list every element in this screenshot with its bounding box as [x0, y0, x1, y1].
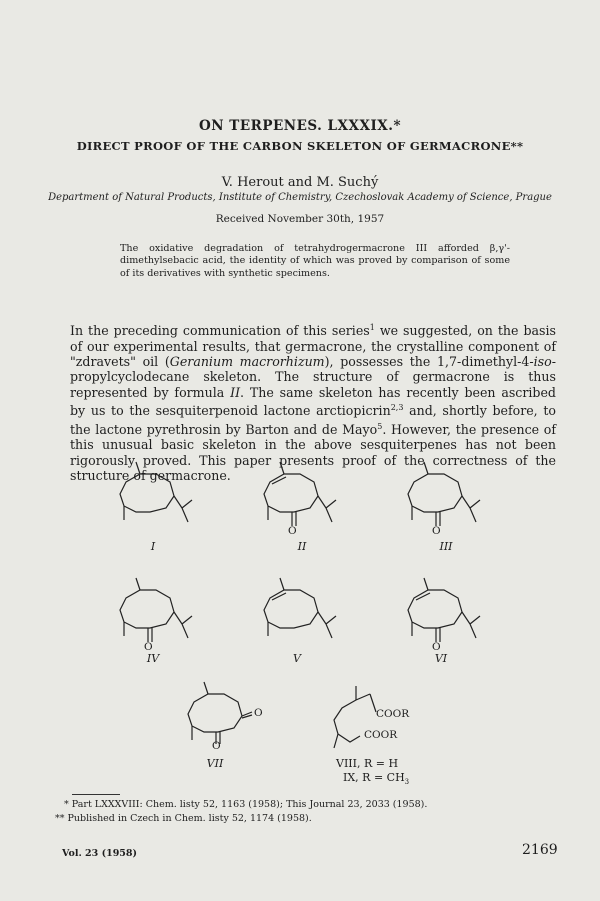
footer-volume: Vol. 23 (1958) [62, 848, 138, 859]
structure-vi [406, 586, 486, 656]
title-line-2: DIRECT PROOF OF THE CARBON SKELETON OF GERMACRONE** [76, 139, 524, 153]
footnote-1: * Part LXXXVIII: Chem. listy 52, 1163 (1958); This Journal 23, 2033 (1958). [64, 799, 428, 810]
structure-label-i: I [150, 540, 156, 553]
structure-v [262, 586, 342, 656]
structure-vii-oxygen-ketone: O [254, 707, 263, 719]
footnote-rule [72, 794, 120, 795]
authors: V. Herout and M. Suchý [221, 175, 379, 190]
received-date: Received November 30th, 1957 [215, 213, 385, 225]
structure-vii-oxygen: O [212, 740, 221, 752]
structure-vi-oxygen: O [432, 641, 441, 653]
title-line-1: ON TERPENES. LXXXIX.* [198, 118, 402, 134]
structure-ii [262, 470, 342, 540]
structure-iv-oxygen: O [144, 641, 153, 653]
structure-iii-oxygen: O [432, 525, 441, 537]
structure-label-viii: VIII, R = H [336, 757, 399, 770]
structure-i [118, 470, 198, 530]
structure-viii-coor-upper: COOR [376, 708, 410, 720]
structure-label-iv: IV [146, 652, 160, 665]
structure-label-v: V [293, 652, 301, 665]
structure-iv [118, 586, 198, 656]
structure-viii-ix [330, 690, 390, 760]
structure-label-ix: IX, $R = CH_3$ [343, 771, 410, 787]
structure-label-ii: II [297, 540, 307, 553]
structure-viii-coor-lower: COOR [364, 729, 398, 741]
abstract: The oxidative degradation of tetrahydrogermacrone III afforded β,γ'-dimethylsebacic acid, the identity of which was proved by comparison of some of its derivatives with synthetic specimens. [120, 243, 510, 279]
structure-iii [406, 470, 486, 540]
affiliation: Department of Natural Products, Institute of Chemistry, Czechoslovak Academy of Science, Prague [48, 192, 552, 203]
footer-page-number: 2169 [522, 842, 558, 858]
body-paragraph: In the preceding communication of this series$^1$ we suggested, on the basis of our experimental results, that germacrone, the crystalline component of "zdravets" oil (Geranium macrorhizum), possesses the 1,7-dimethyl-4-iso-propylcyclodecane skeleton. The structure of germacrone is thus represented by formula II. The same skeleton has recently been ascribed by us to the sesquiterpenoid lactone arctiopicrin$^{2,3}$ and, shortly before, to the lactone pyrethrosin by Barton and de Mayo$^5$. However, the presence of this unusual basic skeleton in the above sesquiterpenes has not been rigorously proved. This paper presents proof of the correctness of the structure of germacrone. [70, 323, 556, 484]
structure-label-vi: VI [434, 652, 448, 665]
structure-label-iii: III [439, 540, 453, 553]
structure-ii-oxygen: O [288, 525, 297, 537]
structure-label-vii: VII [206, 757, 224, 770]
footnote-2: ** Published in Czech in Chem. listy 52, 1174 (1958). [55, 813, 312, 824]
structure-vii [186, 690, 266, 760]
